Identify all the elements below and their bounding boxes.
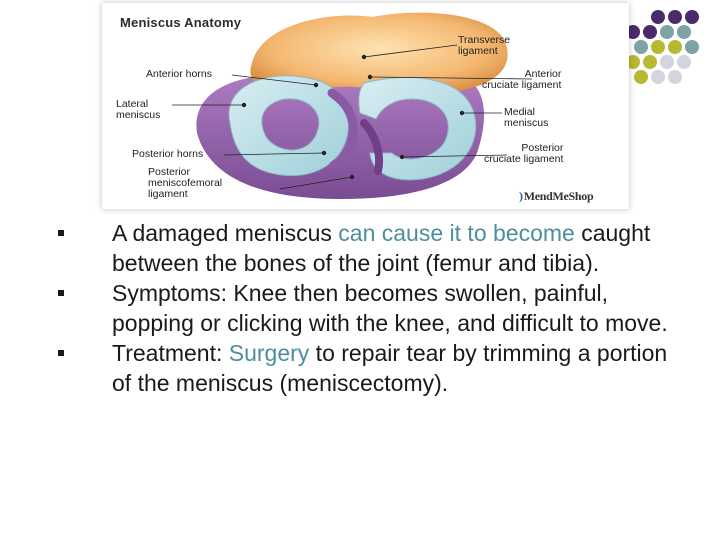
decorative-dot bbox=[634, 40, 648, 54]
decorative-dot bbox=[668, 70, 682, 84]
label-anterior-horns: Anterior horns bbox=[146, 68, 212, 80]
bullet-text: caught between the bones of the joint (femur and tibia). bbox=[112, 220, 651, 276]
brand-logo bbox=[519, 189, 593, 204]
figure-title: Meniscus Anatomy bbox=[120, 15, 242, 30]
decorative-dot-grid bbox=[626, 10, 716, 145]
decorative-dot bbox=[685, 10, 699, 24]
bullet-list bbox=[58, 218, 688, 398]
bullet-square-icon bbox=[58, 230, 64, 236]
bullet-item bbox=[58, 338, 688, 398]
label-lateral-meniscus: Lateral meniscus bbox=[116, 98, 161, 121]
decorative-dot bbox=[643, 25, 657, 39]
label-posterior-horns: Posterior horns bbox=[132, 148, 204, 160]
meniscus-anatomy-figure bbox=[102, 3, 629, 209]
bullet-text: to repair tear by trimming a portion of the meniscus (meniscectomy). bbox=[112, 340, 668, 396]
label-anterior-cruciate-ligament: Anterior cruciate ligament bbox=[482, 68, 562, 91]
label-posterior-cruciate-ligament: Posterior cruciate ligament bbox=[484, 142, 564, 165]
bullet-text: A damaged meniscus bbox=[112, 220, 339, 246]
brand-icon: ) bbox=[519, 189, 523, 203]
label-transverse-ligament: Transverse ligament bbox=[458, 34, 511, 57]
highlighted-text: can cause it to become bbox=[338, 220, 575, 246]
highlighted-text: Surgery bbox=[228, 340, 310, 366]
decorative-dot bbox=[651, 70, 665, 84]
decorative-dot bbox=[651, 10, 665, 24]
bullet-text: Symptoms: Knee then becomes swollen, painful, popping or clicking with the knee, and difficult to move. bbox=[112, 280, 668, 336]
decorative-dot bbox=[651, 40, 665, 54]
label-medial-meniscus: Medial meniscus bbox=[504, 106, 549, 129]
decorative-dot bbox=[660, 55, 674, 69]
bullet-square-icon bbox=[58, 350, 64, 356]
decorative-dot bbox=[643, 55, 657, 69]
decorative-dot bbox=[677, 25, 691, 39]
bullet-item bbox=[58, 278, 688, 338]
brand-name: MendMeShop bbox=[523, 189, 594, 203]
decorative-dot bbox=[660, 25, 674, 39]
decorative-dot bbox=[677, 55, 691, 69]
decorative-dot bbox=[634, 70, 648, 84]
decorative-dot bbox=[668, 10, 682, 24]
decorative-dot bbox=[668, 40, 682, 54]
bullet-square-icon bbox=[58, 290, 64, 296]
decorative-dot bbox=[685, 40, 699, 54]
bullet-item bbox=[58, 218, 688, 278]
bullet-text: Treatment: bbox=[112, 340, 229, 366]
label-posterior-meniscofemoral-ligament: Posterior meniscofemoral ligament bbox=[148, 166, 223, 200]
